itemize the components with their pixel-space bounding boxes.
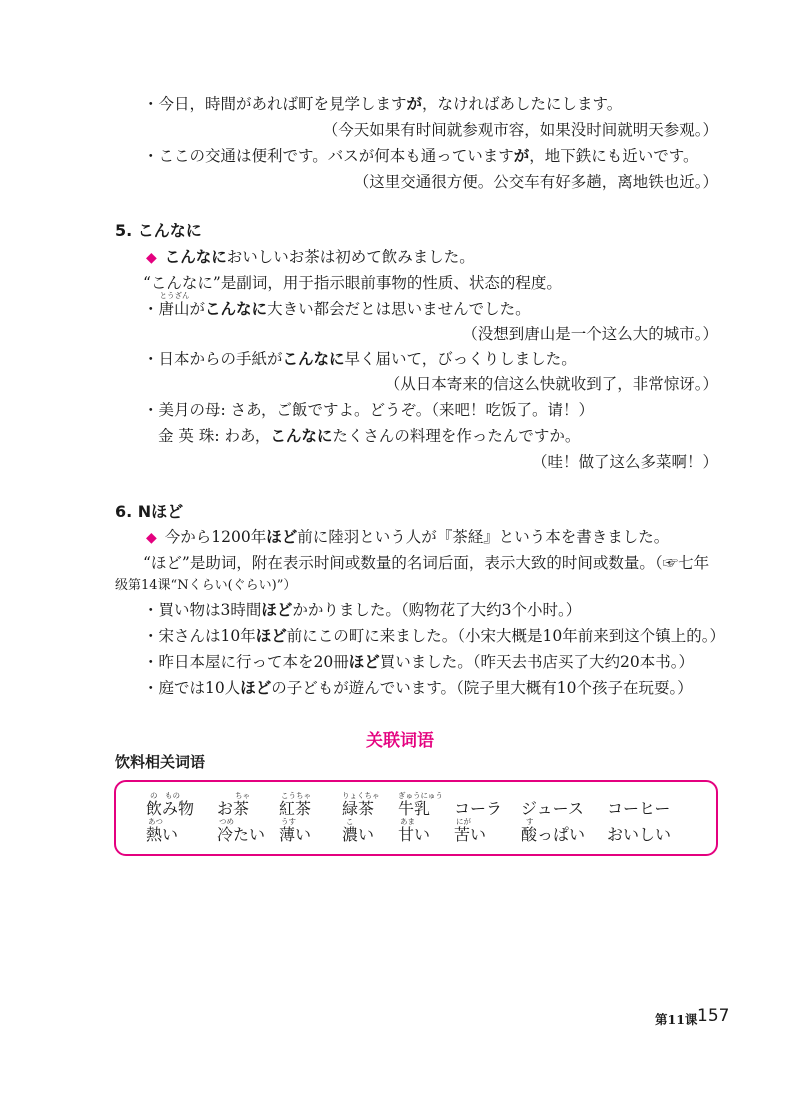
- related-words-subtitle: 饮料相关词语: [115, 753, 206, 771]
- example-translation: （哇！做了这么多菜啊！）: [531, 453, 718, 471]
- vocab-word: ちゃ お茶: [217, 791, 250, 818]
- example-translation: （今天如果有时间就参观市容，如果没时间就明天参观。）: [322, 121, 718, 139]
- example-sentence: ・昨日本屋に行って本を20冊ほど買いました。（昨天去书店买了大约20本书。）: [143, 653, 694, 671]
- example-translation: （从日本寄来的信这么快就收到了，非常惊讶。）: [384, 375, 718, 393]
- related-words-title: 关联词语: [366, 731, 434, 751]
- vocab-word: コーラ: [454, 799, 503, 818]
- vocab-word: コーヒー: [607, 799, 671, 818]
- grammar-explanation: “こんなに”是副词，用于指示眼前事物的性质、状态的程度。: [143, 274, 562, 292]
- page-number: 157: [697, 1006, 730, 1026]
- vocab-word: にが 苦い: [454, 817, 487, 844]
- example-sentence: ・ここの交通は便利です。バスが何本も通っていますが，地下鉄にも近いです。: [143, 147, 699, 165]
- example-sentence: ・宋さんは10年ほど前にこの町に来ました。（小宋大概是10年前来到这个镇上的。）: [143, 627, 725, 645]
- example-sentence: ・庭では10人ほどの子どもが遊んでいます。（院子里大概有10个孩子在玩耍。）: [143, 679, 693, 697]
- example-translation: （这里交通很方便。公交车有好多趟，离地铁也近。）: [353, 173, 718, 191]
- section-heading: 6. Nほど: [115, 502, 184, 521]
- vocab-word: こ 濃い: [342, 817, 375, 844]
- diamond-bullet-icon: ◆: [146, 530, 157, 546]
- vocab-word: りょくちゃ 緑茶: [342, 791, 380, 818]
- dialogue-line: ・美月の母: さあ，ご飯ですよ。どうぞ。（来吧！吃饭了。请！）: [143, 401, 594, 419]
- vocab-word: うす 薄い: [279, 817, 312, 844]
- vocab-word: ぎゅうにゅう 牛乳: [398, 791, 443, 818]
- lesson-label: 第11课: [655, 1012, 698, 1027]
- grammar-explanation: “ほど”是助词，附在表示时间或数量的名词后面，表示大致的时间或数量。（☞七年: [143, 554, 710, 572]
- example-sentence: ・日本からの手紙がこんなに早く届いて，びっくりしました。: [143, 350, 577, 368]
- example-sentence: ・買い物は3時間ほどかかりました。（购物花了大约3个小时。）: [143, 601, 582, 619]
- grammar-explanation: 级第14课“Nくらい(ぐらい)”）: [115, 578, 297, 593]
- dialogue-line: 金 英 珠: わあ，こんなにたくさんの料理を作ったんですか。: [158, 427, 581, 445]
- vocab-word: おいしい: [607, 825, 672, 844]
- vocab-word: の もの 飲み物: [146, 791, 195, 818]
- furigana: とうざん: [159, 291, 190, 300]
- example-sentence: ・今日，時間があれば町を見学しますが，なければあしたにします。: [143, 95, 623, 113]
- vocab-word: あつ 熱い: [146, 817, 179, 844]
- key-sentence: ◆ こんなにおいしいお茶は初めて飲みました。: [146, 248, 475, 266]
- key-sentence: ◆ 今から1200年ほど前に陸羽という人が『茶経』という本を書きました。: [146, 528, 670, 546]
- vocab-word: ジュース: [521, 799, 584, 818]
- diamond-bullet-icon: ◆: [146, 250, 157, 266]
- section-heading: 5. こんなに: [115, 221, 202, 240]
- example-sentence: ・ とうざん 唐山がこんなに大きい都会だとは思いませんでした。: [143, 291, 531, 318]
- example-translation: （没想到唐山是一个这么大的城市。）: [462, 325, 718, 343]
- vocabulary-box: [114, 780, 718, 856]
- vocab-word: こうちゃ 紅茶: [279, 791, 312, 818]
- vocab-word: あま 甘い: [398, 817, 431, 844]
- vocab-word: つめ 冷たい: [217, 817, 266, 844]
- vocab-word: す 酸っぱい: [521, 817, 586, 844]
